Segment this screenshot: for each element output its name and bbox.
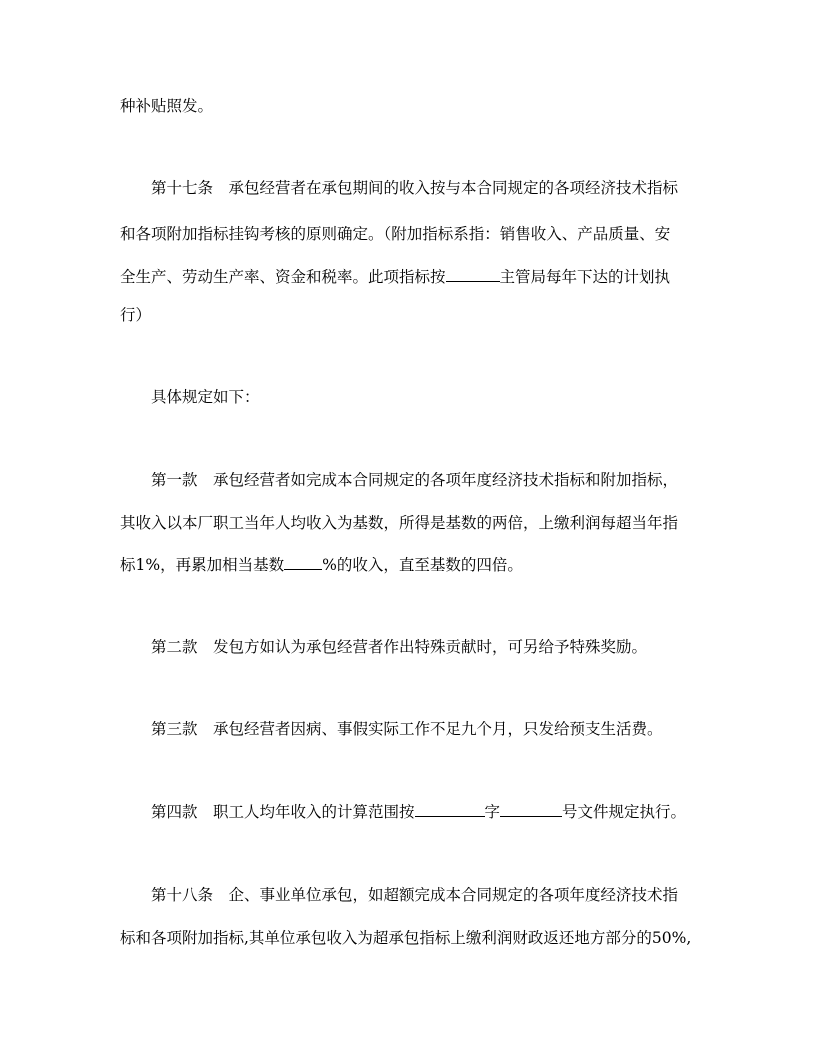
clause-4-end: 号文件规定执行。 xyxy=(562,803,687,821)
intro-line: 具体规定如下： xyxy=(151,388,260,406)
article-17-line-4: 行） xyxy=(120,306,152,324)
article-18-line-2: 标和各项附加指标,其单位承包收入为超承包指标上缴利润财政返还地方部分的50%, xyxy=(120,929,692,947)
article-17-line-3-end: 主管局每年下达的计划执 xyxy=(499,268,671,286)
clause-3: 第三款 承包经营者因病、事假实际工作不足九个月，只发给预支生活费。 xyxy=(151,720,663,738)
article-17-line-3-start: 全生产、劳动生产率、资金和税率。此项指标按 xyxy=(120,268,446,286)
clause-4 xyxy=(151,802,686,822)
fill-in-blank xyxy=(415,802,485,817)
clause-1-line-3-end: %的收入，直至基数的四倍。 xyxy=(322,556,523,574)
clause-1-line-2: 其收入以本厂职工当年人均收入为基数，所得是基数的两倍，上缴利润每超当年指 xyxy=(120,514,679,532)
article-18-line-1: 第十八条 企、事业单位承包，如超额完成本合同规定的各项年度经济技术指 xyxy=(151,886,679,904)
clause-1-line-3 xyxy=(120,555,523,575)
clause-1-line-3-start: 标1%，再累加相当基数 xyxy=(120,556,285,574)
fill-in-blank xyxy=(446,267,500,282)
clause-4-mid: 字 xyxy=(484,803,501,821)
paragraph-continuation: 种补贴照发。 xyxy=(120,97,214,115)
fill-in-blank xyxy=(284,555,322,570)
article-17-line-1: 第十七条 承包经营者在承包期间的收入按与本合同规定的各项经济技术指标 xyxy=(151,179,679,197)
article-17-line-3 xyxy=(120,267,670,287)
clause-1-line-1: 第一款 承包经营者如完成本合同规定的各项年度经济技术指标和附加指标， xyxy=(151,471,679,489)
fill-in-blank xyxy=(500,802,562,817)
article-17-line-2: 和各项附加指标挂钩考核的原则确定。（附加指标系指：销售收入、产品质量、安 xyxy=(120,225,671,243)
clause-2: 第二款 发包方如认为承包经营者作出特殊贡献时，可另给予特殊奖励。 xyxy=(151,638,648,656)
clause-4-start: 第四款 职工人均年收入的计算范围按 xyxy=(151,803,415,821)
